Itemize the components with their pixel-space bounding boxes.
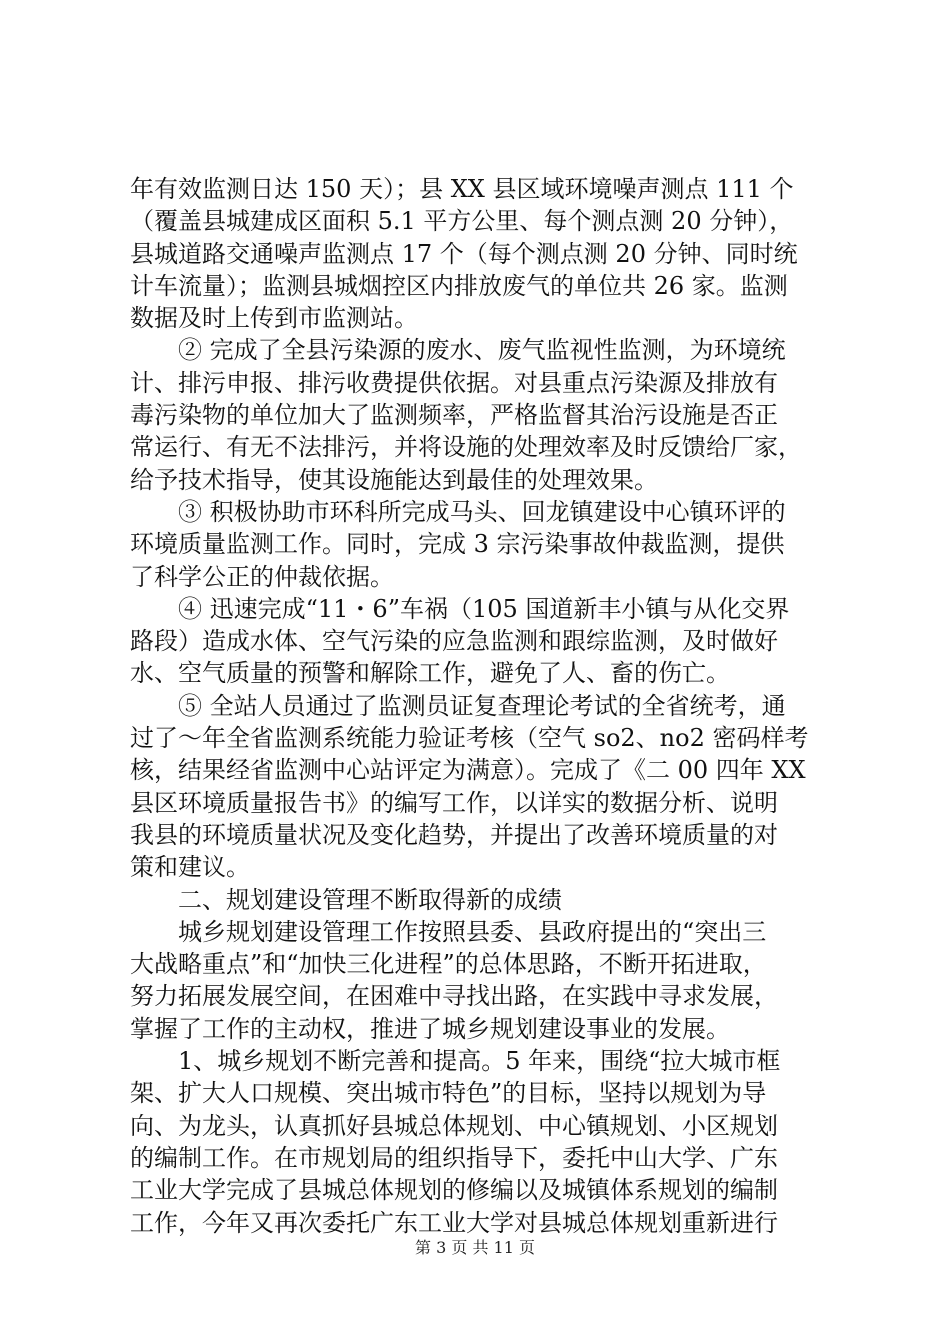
page-footer: 第 3 页 共 11 页 [415, 1238, 535, 1257]
text-line: 努力拓展发展空间，在困难中寻找出路，在实践中寻求发展， [130, 982, 778, 1011]
text-line: 水、空气质量的预警和解除工作，避免了人、畜的伤亡。 [130, 659, 730, 688]
text-line: 县区环境质量报告书》的编写工作，以详实的数据分析、说明 [130, 788, 778, 817]
text-line: 策和建议。 [130, 853, 250, 882]
text-line: 过了～年全省监测系统能力验证考核（空气 so2、no2 密码样考 [130, 724, 809, 753]
text-line: 年有效监测日达 150 天）；县 XX 县区域环境噪声测点 111 个 [130, 175, 794, 203]
text-line: 大战略重点”和“加快三化进程”的总体思路，不断开拓进取， [130, 950, 767, 979]
text-line: 了科学公正的仲裁依据。 [130, 562, 394, 591]
text-line: 工业大学完成了县城总体规划的修编以及城镇体系规划的编制 [130, 1176, 778, 1205]
text-line: 架、扩大人口规模、突出城市特色”的目标，坚持以规划为导 [130, 1079, 767, 1108]
text-line: ④ 迅速完成“11・6”车祸（105 国道新丰小镇与从化交界 [130, 594, 790, 623]
text-line: 数据及时上传到市监测站。 [130, 304, 418, 333]
text-line: 核，结果经省监测中心站评定为满意）。完成了《二 00 四年 XX [130, 756, 806, 785]
text-line: ② 完成了全县污染源的废水、废气监视性监测，为环境统 [130, 336, 786, 365]
text-line: 县城道路交通噪声监测点 17 个（每个测点测 20 分钟、同时统 [130, 239, 798, 268]
text-line: （覆盖县城建成区面积 5.1 平方公里、每个测点测 20 分钟）， [130, 207, 794, 236]
body-text [130, 173, 835, 1239]
text-line: 给予技术指导，使其设施能达到最佳的处理效果。 [130, 465, 658, 494]
text-line: 城乡规划建设管理工作按照县委、县政府提出的“突出三 [130, 917, 767, 946]
text-line: ③ 积极协助市环科所完成马头、回龙镇建设中心镇环评的 [130, 497, 786, 526]
text-line: 环境质量监测工作。同时，完成 3 宗污染事故仲裁监测，提供 [130, 530, 785, 559]
text-line: 计车流量）；监测县城烟控区内排放废气的单位共 26 家。监测 [130, 271, 788, 300]
text-line: 掌握了工作的主动权，推进了城乡规划建设事业的发展。 [130, 1014, 730, 1043]
text-line: 工作，今年又再次委托广东工业大学对县城总体规划重新进行 [130, 1208, 778, 1237]
text-line: 毒污染物的单位加大了监测频率，严格监督其治污设施是否正 [130, 401, 778, 430]
text-line: 路段）造成水体、空气污染的应急监测和跟综监测，及时做好 [130, 627, 778, 656]
text-line: 我县的环境质量状况及变化趋势，并提出了改善环境质量的对 [130, 820, 778, 849]
text-line: 向、为龙头，认真抓好县城总体规划、中心镇规划、小区规划 [130, 1111, 778, 1140]
text-line: ⑤ 全站人员通过了监测员证复查理论考试的全省统考，通 [130, 691, 786, 720]
text-line: 二、规划建设管理不断取得新的成绩 [130, 885, 562, 914]
text-line: 常运行、有无不法排污，并将设施的处理效率及时反馈给厂家， [130, 433, 802, 462]
text-line: 的编制工作。在市规划局的组织指导下，委托中山大学、广东 [130, 1143, 778, 1172]
text-line: 计、排污申报、排污收费提供依据。对县重点污染源及排放有 [130, 368, 778, 397]
text-line: 1、城乡规划不断完善和提高。5 年来，围绕“拉大城市框 [130, 1047, 781, 1076]
